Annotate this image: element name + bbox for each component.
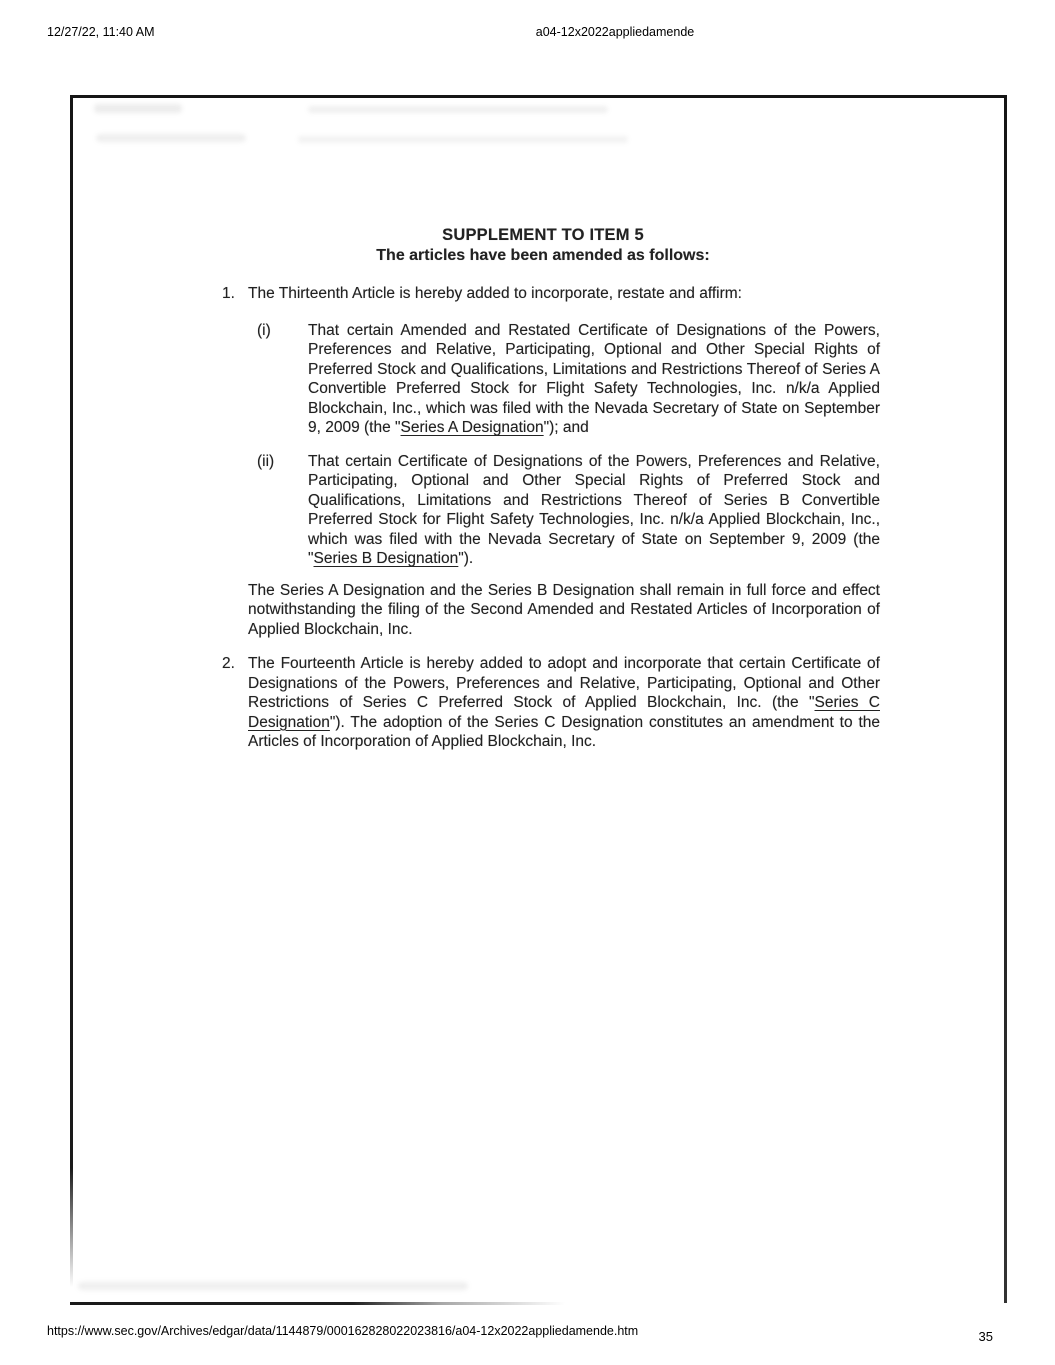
doc-heading: SUPPLEMENT TO ITEM 5 [442, 226, 644, 244]
scan-artifact [78, 1282, 468, 1290]
clause-ii-text-after: "). [458, 550, 474, 567]
print-header-timestamp: 12/27/22, 11:40 AM [47, 25, 155, 39]
clause-i-text-after: "); and [543, 419, 589, 436]
list-item-2-text-before: The Fourteenth Article is hereby added to adopt and incorporate that certain Certificate of Designations of the Powers, Preferences and Relative, Participating, Optional and Other Restrictions of Series C Preferred Stock of Applied Blockchain, Inc. (the " [248, 655, 880, 711]
page-border-bottom [70, 1302, 565, 1305]
page-border-right [1004, 95, 1007, 1303]
clause-ii-marker: (ii) [257, 452, 275, 470]
print-footer-url: https://www.sec.gov/Archives/edgar/data/1144879/000162828022023816/a04-12x2022appliedamende.htm [47, 1324, 639, 1338]
doc-subheading: The articles have been amended as follows: [376, 247, 710, 264]
item-1-closing-paragraph: The Series A Designation and the Series B Designation shall remain in full force and effect notwithstanding the filing of the Second Amended and Restated Articles of Incorporation of Applied Blockchain, Inc. [248, 581, 880, 638]
clause-i-text-before: That certain Amended and Restated Certificate of Designations of the Powers, Preferences and Relative, Participating, Optional and Other Special Rights of Preferred Stock and Qualifications, Limitations and Restrictions Thereof of Series A Convertible Preferred Stock for Flight Safety Technologies, Inc. n/k/a Applied Blockchain, Inc., which was filed with the Nevada Secretary of State on September 9, 2009 (the " [308, 321, 880, 436]
list-item-2-text-after: "). The adoption of the Series C Designation constitutes an amendment to the Articles of Incorporation of Applied Blockchain, Inc. [248, 713, 880, 750]
clause-ii-text-before: That certain Certificate of Designations of the Powers, Preferences and Relative, Participating, Optional and Other Special Rights of Preferred Stock and Qualifications, Limitations and Restrictions Thereof of Series B Convertible Preferred Stock for Flight Safety Technologies, Inc. n/k/a Applied Blockchain, Inc., which was filed with the Nevada Secretary of State on September 9, 2009 (the " [308, 452, 880, 567]
document-page-sheet [70, 95, 1007, 1305]
clause-ii-text [308, 452, 880, 569]
scan-artifact [94, 104, 182, 113]
list-item-2-text [248, 654, 880, 752]
page-border-left [70, 95, 73, 1287]
clause-i-text [308, 321, 880, 438]
clause-ii [257, 452, 880, 569]
clause-i-marker: (i) [257, 321, 271, 339]
list-item-2-marker: 2. [222, 655, 235, 672]
document-content [222, 95, 880, 752]
list-item-1-text: The Thirteenth Article is hereby added to incorporate, restate and affirm: [248, 285, 742, 302]
clause-i [257, 321, 880, 438]
list-item-2 [222, 654, 880, 752]
series-c-designation-term: Series C Designation [248, 694, 880, 731]
print-footer-page-number: 35 [978, 1329, 993, 1344]
series-b-designation-term: Series B Designation [313, 550, 459, 567]
print-header-doc-title: a04-12x2022appliedamende [535, 25, 695, 39]
series-a-designation-term: Series A Designation [400, 419, 544, 436]
list-item-1-marker: 1. [222, 285, 235, 302]
list-item-1 [222, 284, 880, 304]
